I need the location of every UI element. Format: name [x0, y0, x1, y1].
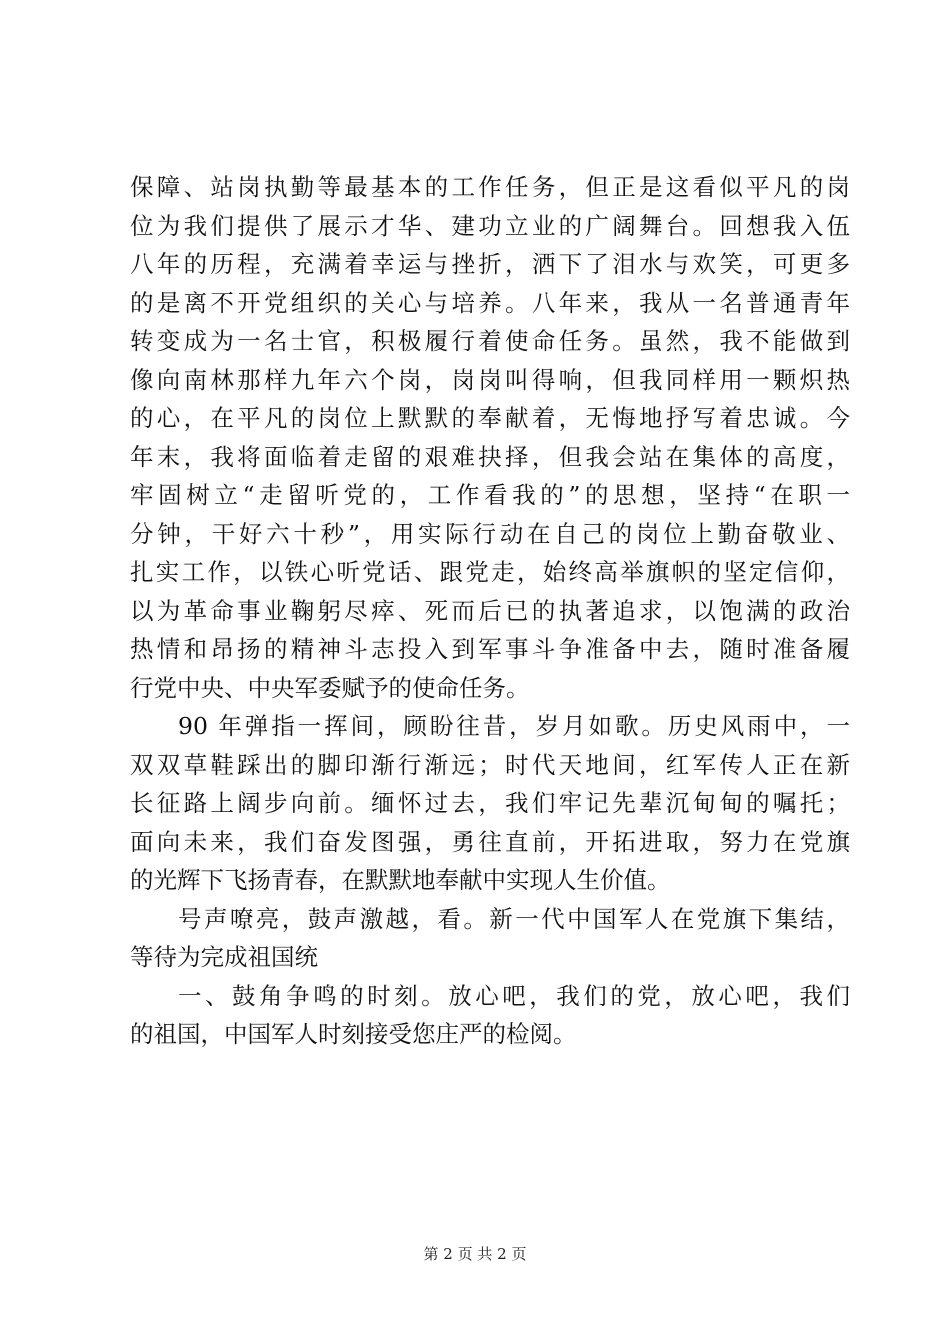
- text-line: 牢固树立“走留听党的，工作看我的”的思想，坚持“在职一: [130, 481, 850, 509]
- text-line: 位为我们提供了展示才华、建功立业的广阔舞台。回想我入伍: [130, 211, 850, 240]
- text-line: 的是离不开党组织的关心与培养。八年来，我从一名普通青年: [130, 288, 850, 317]
- text-line: 转变成为一名士官，积极履行着使命任务。虽然，我不能做到: [130, 327, 850, 355]
- text-line: 热情和昂扬的精神斗志投入到军事斗争准备中去，随时准备履: [130, 635, 850, 663]
- text-line: 的祖国，中国军人时刻接受您庄严的检阅。: [130, 1020, 577, 1048]
- paragraph-2: [130, 707, 850, 900]
- text-line: 以为革命事业鞠躬尽瘁、死而后已的执著追求，以饱满的政治: [130, 596, 850, 625]
- text-line: 年末，我将面临着走留的艰难抉择，但我会站在集体的高度，: [130, 442, 850, 471]
- text-line: 号声嘹亮，鼓声激越，看。新一代中国军人在党旗下集结，: [178, 904, 850, 933]
- text-line: 等待为完成祖国统: [130, 943, 318, 971]
- text-line: 一、鼓角争鸣的时刻。放心吧，我们的党，放心吧，我们: [178, 981, 850, 1010]
- text-line: 的心，在平凡的岗位上默默的奉献着，无悔地抒写着忠诚。今: [130, 404, 850, 432]
- paragraph-1: [130, 168, 850, 707]
- text-line: 双双草鞋踩出的脚印渐行渐远；时代天地间，红军传人正在新: [130, 750, 850, 779]
- text-line: 行党中央、中央军委赋予的使命任务。: [130, 673, 530, 702]
- text-line: 像向南林那样九年六个岗，岗岗叫得响，但我同样用一颗炽热: [130, 365, 850, 394]
- text-line: 的光辉下飞扬青春，在默默地奉献中实现人生价值。: [130, 866, 671, 894]
- document-body: [130, 168, 850, 1054]
- paragraph-3: [130, 900, 850, 977]
- text-line: 保障、站岗执勤等最基本的工作任务，但正是这看似平凡的岗: [130, 173, 850, 201]
- text-line: 扎实工作，以铁心听党话、跟党走，始终高举旗帜的坚定信仰，: [130, 558, 850, 586]
- text-line: 90 年弹指一挥间，顾盼往昔，岁月如歌。历史风雨中，一: [178, 712, 850, 740]
- text-line: 长征路上阔步向前。缅怀过去，我们牢记先辈沉甸甸的嘱托；: [130, 789, 850, 817]
- text-line: 面向未来，我们奋发图强，勇往直前，开拓进取，努力在党旗: [130, 827, 850, 856]
- text-line: 分钟，干好六十秒”，用实际行动在自己的岗位上勤奋敬业、: [130, 519, 850, 548]
- page-number-footer: 第 2 页 共 2 页: [423, 1245, 527, 1263]
- text-line: 八年的历程，充满着幸运与挫折，洒下了泪水与欢笑，可更多: [130, 250, 850, 278]
- paragraph-4: [130, 977, 850, 1054]
